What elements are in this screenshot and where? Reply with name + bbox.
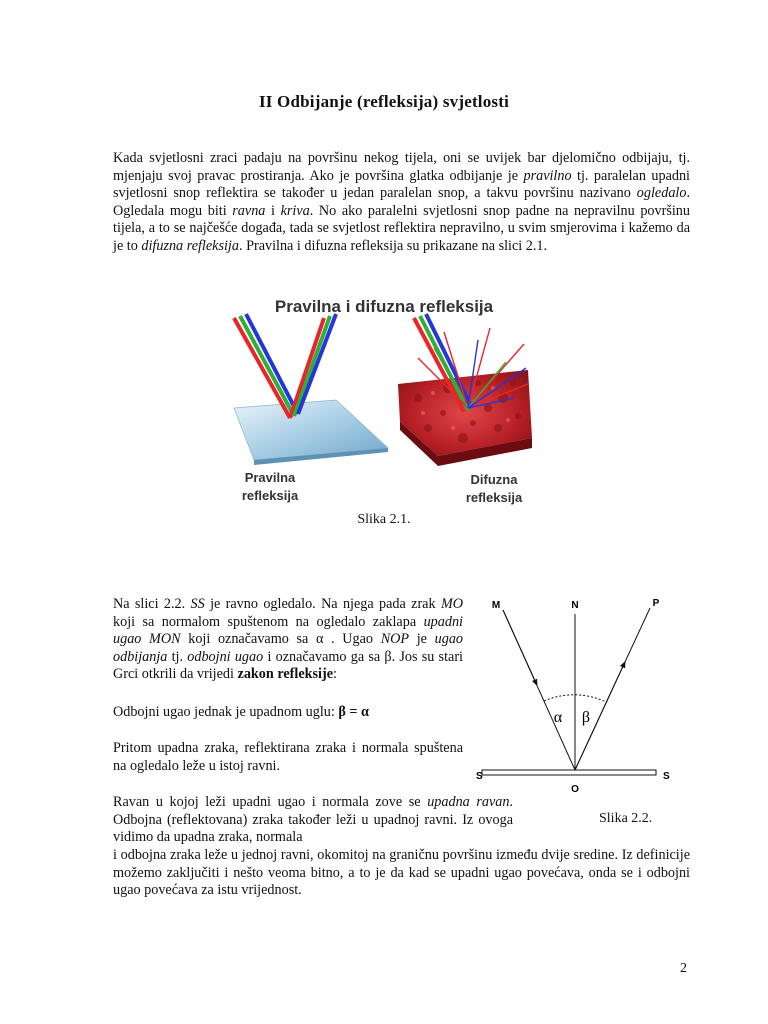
paragraph-law xyxy=(113,704,463,722)
italic-text: pravilno xyxy=(523,167,572,184)
point-n-label: N xyxy=(571,600,579,611)
mirror-ss xyxy=(482,770,656,775)
bold-text: zakon refleksije xyxy=(237,666,334,683)
italic-text: ugao odbijanja xyxy=(113,631,463,665)
text-run: Kada svjetlosni zraci padaju na površinu nekog tijela, oni se uvijek bar djelomično odbijaju, tj. mjenjaju svoj pravac prostiranja. Ako je površina glatka odbijanje je xyxy=(113,150,690,184)
paragraph-mirror xyxy=(113,596,463,684)
italic-text: MO xyxy=(440,596,464,612)
text-run: je ravno ogledalo. Na njega pada zrak xyxy=(204,596,441,612)
text-run: . Ogledala mogu biti xyxy=(113,185,690,219)
figure2-caption: Slika 2.2. xyxy=(599,811,653,826)
label-diffuse-2: refleksija xyxy=(465,490,523,505)
incident-ray-arrow xyxy=(503,610,536,683)
text-run: i odbojna zraka leže u jednoj ravni, okomitoj na graničnu površinu između dvije sredine. Iz definicije možemo zaključiti i nešto veoma bitno, a to je da kad se upadni ugao povećava, onda se i odbojni ugao povećava za istu vrijednost. xyxy=(113,847,690,899)
text-run: Ravan u kojoj leži upadni ugao i normala zove se xyxy=(113,794,428,810)
incident-ray-green xyxy=(240,316,294,416)
point-s-right-label: S xyxy=(663,771,670,782)
mirror-diagram xyxy=(474,594,689,804)
italic-text: odbojni ugao xyxy=(187,648,264,665)
italic-text: ravna xyxy=(232,202,266,219)
italic-text: upadni ugao MON xyxy=(113,613,463,648)
text-run: koji označavamo sa α . Ugao xyxy=(180,631,381,648)
text-run: . Odbojna (reflektovana) zraka također leži u upadnoj ravni. Iz ovoga vidimo da upadna zraka, normala xyxy=(113,794,513,846)
paragraph-intro xyxy=(113,150,690,256)
italic-text: SS xyxy=(190,596,205,612)
label-regular-1: Pravilna xyxy=(244,470,296,485)
bold-text: β = α xyxy=(338,704,369,720)
point-p-label: P xyxy=(652,598,660,609)
text-run: . Pravilna i difuzna refleksija su prikazane na slici 2.1. xyxy=(238,237,548,254)
beta-label: β xyxy=(581,709,591,726)
text-run: i xyxy=(265,202,281,219)
section-title: II Odbijanje (refleksija) svjetlosti xyxy=(258,92,510,111)
text-run: Pritom upadna zraka, reflektirana zraka i normala spuštena na ogledalo leže u istoj ravni. xyxy=(113,740,463,774)
label-diffuse-1: Difuzna xyxy=(470,472,518,487)
text-run: je xyxy=(409,631,435,648)
paragraph-plane xyxy=(113,740,463,775)
italic-text: difuzna refleksija xyxy=(141,237,239,254)
text-run: Odbojni ugao jednak je upadnom uglu: xyxy=(113,704,339,720)
incident-ray-red xyxy=(234,318,290,418)
alpha-label: α xyxy=(553,709,563,726)
text-run: tj. paralelan upadni svjetlosni snop reflektira se također u jedan paralelan snop, a takvu površinu nazivano xyxy=(113,167,691,202)
label-regular-2: refleksija xyxy=(241,488,299,503)
italic-text: NOP xyxy=(380,631,410,648)
point-s-left-label: S xyxy=(476,771,483,782)
italic-text: kriva xyxy=(280,202,310,219)
text-run: . No ako paralelni svjetlosni snop padne na nepravilnu površinu tijela, a to se najčešće događa, tada se svjetlost reflektira nepravilno, u svim smjerovima i kažemo da je to xyxy=(113,202,690,254)
text-run: tj. xyxy=(167,648,188,665)
figure-title: Pravilna i difuzna refleksija xyxy=(274,297,494,316)
paragraph-conclusion xyxy=(113,847,690,900)
paragraph-incidence-plane xyxy=(113,794,513,847)
point-m-label: M xyxy=(491,600,501,611)
reflection-figure xyxy=(228,288,540,514)
page-number: 2 xyxy=(680,961,687,976)
text-run: koji sa normalom spuštenom na ogledalo zaklapa xyxy=(113,613,424,630)
incident-ray-blue xyxy=(246,314,298,414)
text-run: i označavamo ga sa β. Jos su stari Grci otkrili da vrijedi xyxy=(113,648,463,683)
italic-text: ogledalo xyxy=(636,185,687,202)
text-run: Na slici 2.2. xyxy=(113,596,191,612)
italic-text: upadna ravan xyxy=(427,794,510,810)
figure1-caption: Slika 2.1. xyxy=(357,512,411,527)
point-o-label: O xyxy=(571,784,579,795)
text-run: : xyxy=(333,666,337,683)
reflected-ray-blue xyxy=(298,314,336,414)
